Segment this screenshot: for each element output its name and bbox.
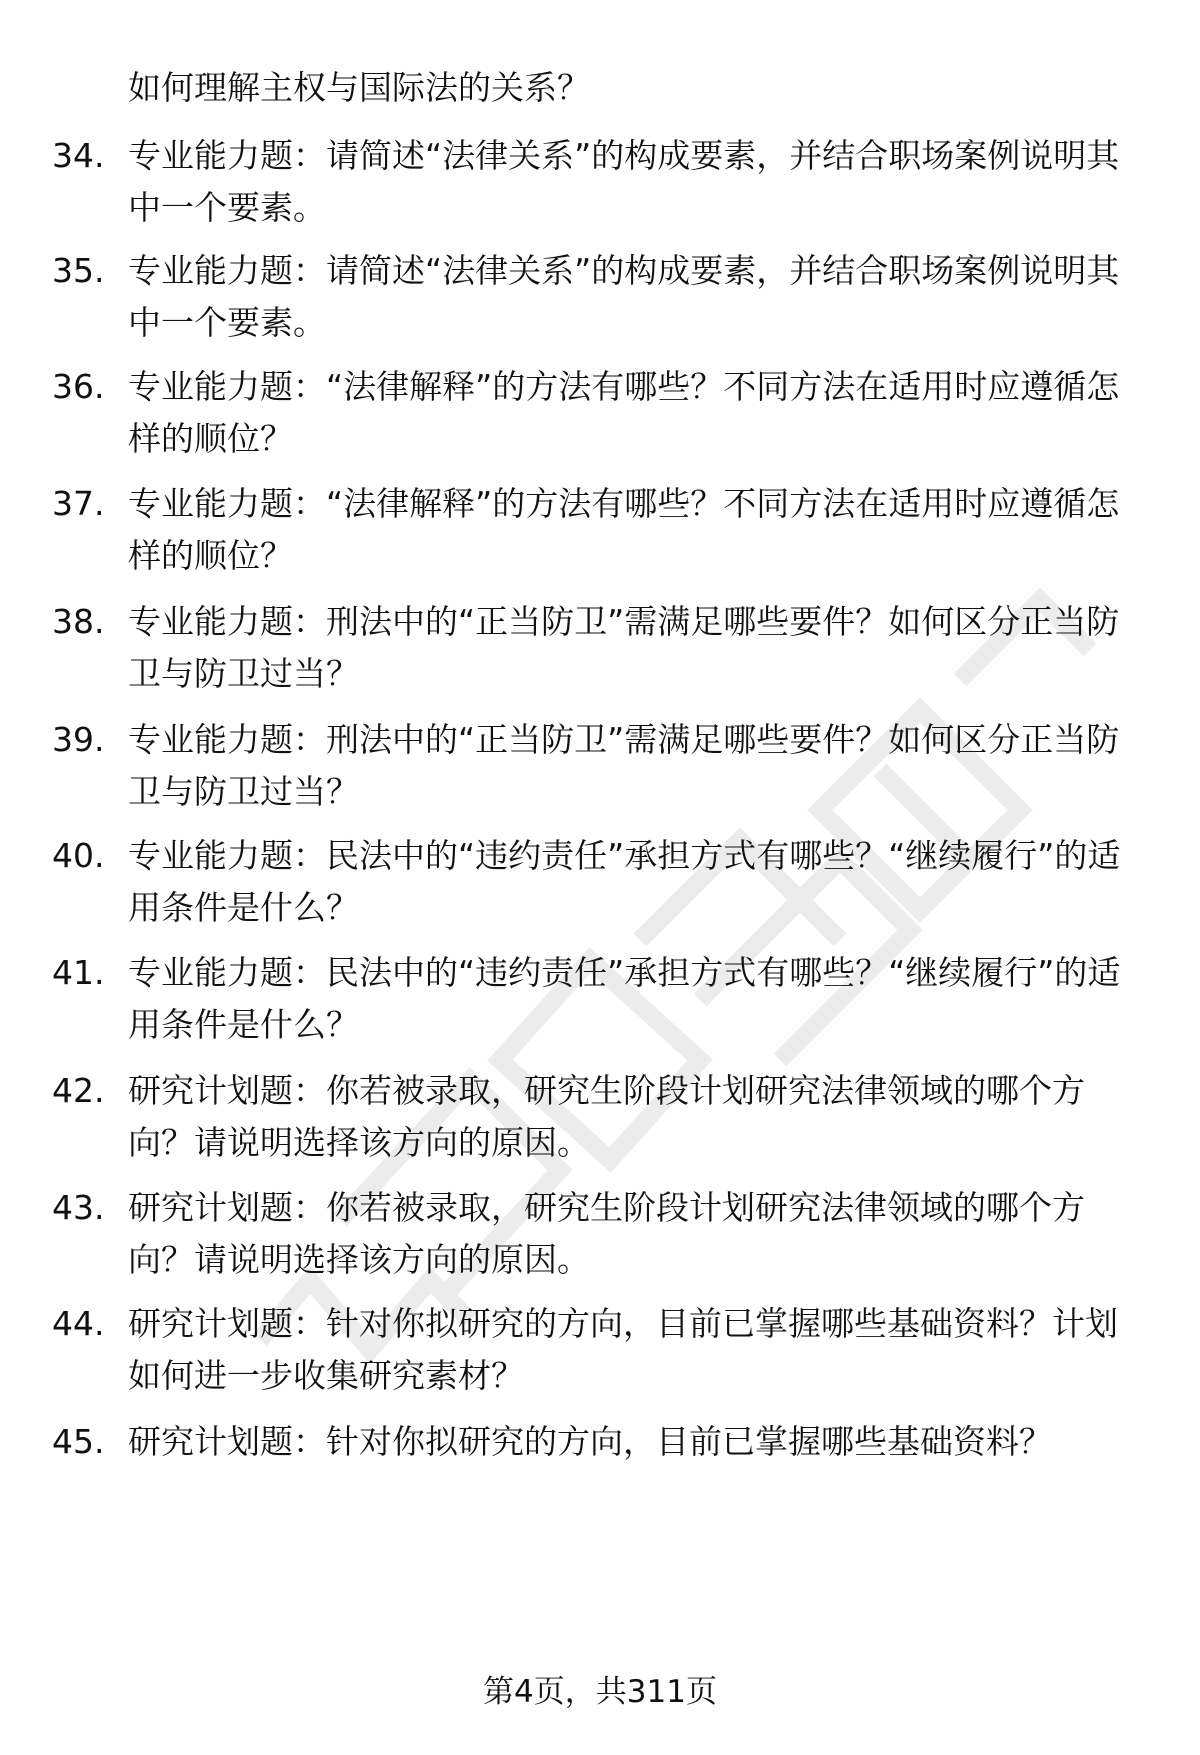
question-number: 42. [52,1071,105,1110]
question-item [52,1065,1147,1169]
question-text: 专业能力题：请简述“法律关系”的构成要素，并结合职场案例说明其中一个要素。 [128,136,1120,227]
question-number: 40. [52,836,105,875]
question-item [52,714,1147,818]
question-item [52,830,1147,934]
question-text: 研究计划题：针对你拟研究的方向，目前已掌握哪些基础资料？ [128,1422,1052,1461]
question-text: 专业能力题：民法中的“违约责任”承担方式有哪些？“继续履行”的适用条件是什么？ [128,836,1121,927]
question-number: 38. [52,602,105,641]
question-number: 37. [52,484,105,523]
question-text: 专业能力题：民法中的“违约责任”承担方式有哪些？“继续履行”的适用条件是什么？ [128,953,1121,1044]
question-text: 研究计划题：你若被录取，研究生阶段计划研究法律领域的哪个方向？请说明选择该方向的原因。 [128,1188,1085,1279]
question-item [52,130,1147,234]
question-item [52,361,1147,465]
question-number: 43. [52,1188,105,1227]
question-text: 专业能力题：刑法中的“正当防卫”需满足哪些要件？如何区分正当防卫与防卫过当？ [128,602,1120,693]
question-number: 41. [52,953,105,992]
question-item [52,1416,1147,1468]
question-text: 研究计划题：针对你拟研究的方向，目前已掌握哪些基础资料？计划如何进一步收集研究素材？ [128,1304,1118,1395]
question-text: 专业能力题：“法律解释”的方法有哪些？不同方法在适用时应遵循怎样的顺位？ [128,484,1120,575]
question-text: 专业能力题：请简述“法律关系”的构成要素，并结合职场案例说明其中一个要素。 [128,251,1120,342]
question-item [52,245,1147,349]
continuation-line: 如何理解主权与国际法的关系？ [128,68,590,107]
question-item [52,478,1147,582]
question-number: 45. [52,1422,105,1461]
question-text: 专业能力题：刑法中的“正当防卫”需满足哪些要件？如何区分正当防卫与防卫过当？ [128,720,1120,811]
question-number: 35. [52,251,105,290]
question-number: 36. [52,367,105,406]
question-item [52,1182,1147,1286]
question-number: 34. [52,136,105,175]
question-number: 44. [52,1304,105,1343]
question-item [52,947,1147,1051]
page-footer: 第4页，共311页 [483,1674,717,1710]
question-item [52,1298,1147,1402]
question-text: 研究计划题：你若被录取，研究生阶段计划研究法律领域的哪个方向？请说明选择该方向的原因。 [128,1071,1085,1162]
question-number: 39. [52,720,105,759]
question-text: 专业能力题：“法律解释”的方法有哪些？不同方法在适用时应遵循怎样的顺位？ [128,367,1120,458]
question-item [52,596,1147,700]
